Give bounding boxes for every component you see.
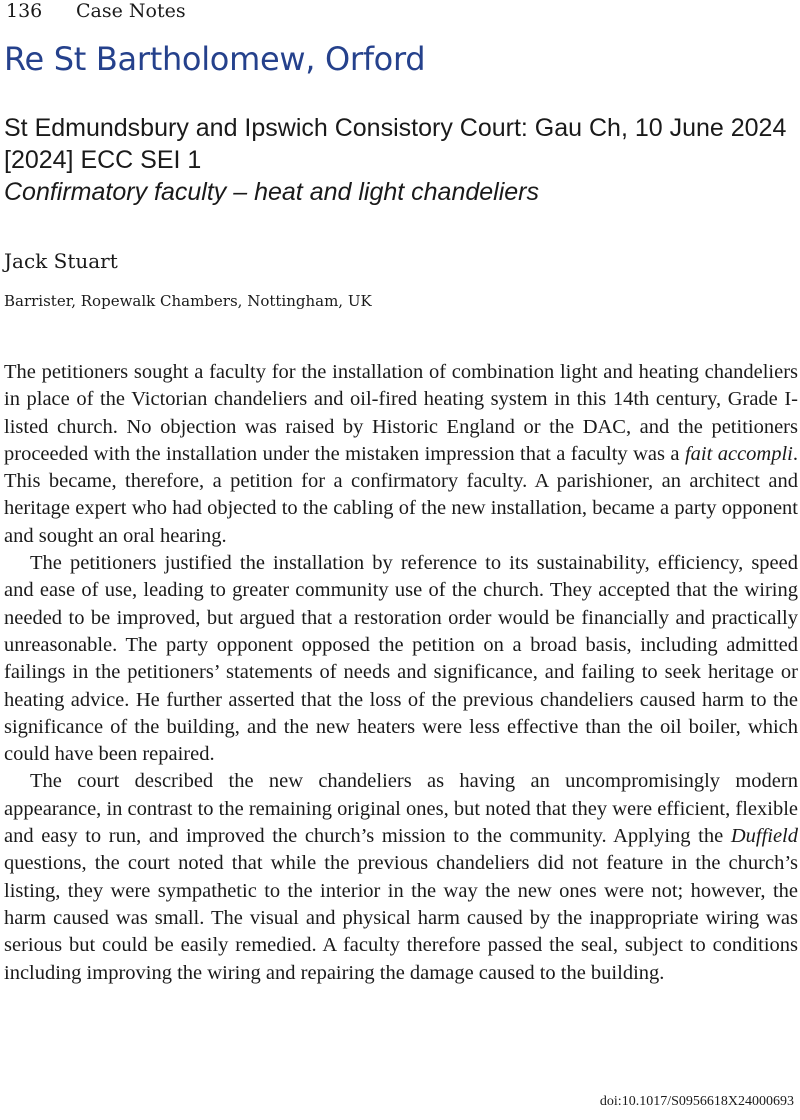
doi-link[interactable]: doi:10.1017/S0956618X24000693 bbox=[599, 1094, 794, 1109]
subject-line: Confirmatory faculty – heat and light chandeliers bbox=[4, 178, 540, 206]
case-details bbox=[4, 112, 786, 208]
paragraph-1-text-a: The petitioners sought a faculty for the installation of combination light and heating chandeliers in place of the Victorian chandeliers and oil-fired heating system in this 14th century, Grade I-listed church. No objection was raised by Historic England or the DAC, and the petitioners proceeded with the installation under the mistaken impression that a faculty was a bbox=[4, 361, 798, 465]
paragraph-3-text-b: questions, the court noted that while the previous chandeliers did not feature in the church’s listing, they were sympathetic to the interior in the way the new ones were not; however, the harm caused was small. The visual and physical harm caused by the inappropriate wiring was serious but could be easily remedied. A faculty therefore passed the seal, subject to conditions including improving the wiring and repairing the damage caused to the building. bbox=[4, 852, 798, 984]
article-title: Re St Bartholomew, Orford bbox=[4, 40, 426, 78]
running-title: Case Notes bbox=[76, 0, 186, 22]
paragraph-2: The petitioners justified the installation by reference to its sustainability, efficiency, speed and ease of use, leading to greater community use of the church. They accepted that the wiring needed to be improved, but argued that a restoration order would be financially and practically unreasonable. The party opponent opposed the petition on a broad basis, including admitted failings in the petitioners’ statements of needs and significance, and failing to seek heritage or heating advice. He further asserted that the loss of the previous chandeliers caused harm to the significance of the building, and the new heaters were less effective than the oil boiler, which could have been repaired. bbox=[4, 552, 798, 766]
running-header bbox=[6, 0, 186, 22]
paragraph-1 bbox=[4, 359, 798, 550]
paragraph-3-text-a: The court described the new chandeliers as having an uncompromisingly modern appearance, in contrast to the remaining original ones, but noted that they were efficient, flexible and easy to run, and improved the church’s mission to the community. Applying the bbox=[4, 770, 798, 848]
page-number: 136 bbox=[6, 0, 43, 22]
citation: [2024] ECC SEI 1 bbox=[4, 146, 202, 174]
court-line: St Edmundsbury and Ipswich Consistory Court: Gau Ch, 10 June 2024 bbox=[4, 114, 787, 142]
article-body bbox=[4, 359, 798, 987]
paragraph-3 bbox=[4, 768, 798, 986]
italic-term-fait-accompli: fait accompli bbox=[684, 442, 793, 465]
author-name: Jack Stuart bbox=[4, 249, 118, 273]
author-affiliation: Barrister, Ropewalk Chambers, Nottingham, UK bbox=[4, 292, 372, 310]
paragraph-1-text-b: . This became, therefore, a petition for a confirmatory faculty. A parishioner, an architect and heritage expert who had objected to the cabling of the new installation, became a party opponent and sought an oral hearing. bbox=[4, 442, 798, 547]
italic-term-duffield: Duffield bbox=[730, 825, 798, 848]
